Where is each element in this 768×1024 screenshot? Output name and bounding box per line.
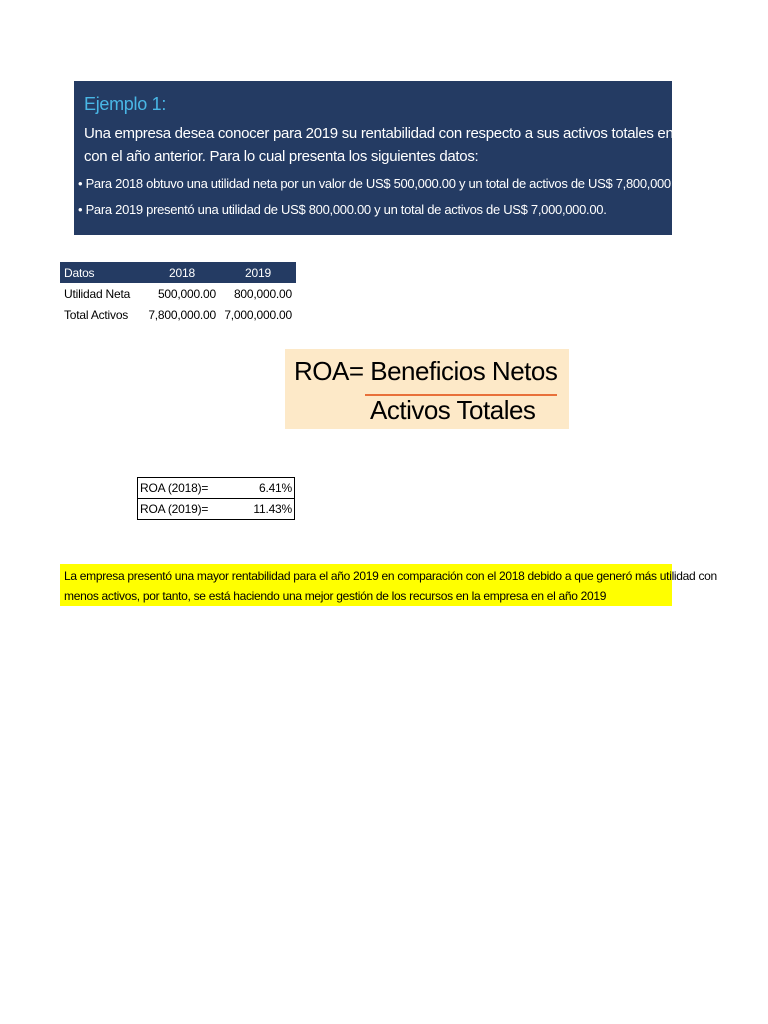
example-paragraph-line-1: Una empresa desea conocer para 2019 su rentabilidad con respecto a sus activos totales en comparación (84, 125, 760, 142)
row-label: Utilidad Neta (64, 286, 131, 301)
table-row (138, 478, 295, 499)
table-row (60, 304, 296, 325)
roa-2018-label: ROA (2018)= (138, 478, 225, 499)
cell-value: 500,000.00 (157, 286, 216, 301)
conclusion-line-2: menos activos, por tanto, se está haciendo una mejor gestión de los recursos en la empresa en el año 2019 (64, 589, 607, 603)
formula-numerator: ROA= Beneficios Netos (294, 356, 558, 386)
header-datos: Datos (60, 262, 144, 283)
roa-formula-box (285, 349, 569, 429)
cell-value: 7,800,000.00 (148, 307, 216, 322)
table-row (60, 283, 296, 304)
example-bullet-2018: • Para 2018 obtuvo una utilidad neta por un valor de US$ 500,000.00 y un total de activos de US$ 7,800,000.00. (78, 176, 692, 191)
example-banner (74, 81, 760, 235)
conclusion-highlight (60, 564, 717, 606)
example-paragraph-line-2: con el año anterior. Para lo cual presenta los siguientes datos: (84, 148, 479, 165)
data-table (60, 262, 296, 325)
roa-results-table (137, 477, 295, 520)
example-bullet-2019: • Para 2019 presentó una utilidad de US$ 800,000.00 y un total de activos de US$ 7,000,000.00. (78, 202, 607, 217)
roa-2018-value: 6.41% (224, 478, 295, 499)
cell-value: 800,000.00 (233, 286, 292, 301)
header-2019: 2019 (220, 262, 296, 283)
table-row (138, 499, 295, 520)
conclusion-line-1: La empresa presentó una mayor rentabilidad para el año 2019 en comparación con el 2018 debido a que generó más utilidad con (64, 569, 717, 583)
header-2018: 2018 (144, 262, 220, 283)
example-title: Ejemplo 1: (84, 94, 167, 114)
data-table-header (60, 262, 296, 283)
roa-2019-label: ROA (2019)= (138, 499, 225, 520)
cell-value: 7,000,000.00 (224, 307, 292, 322)
row-label: Total Activos (64, 307, 129, 322)
roa-2019-value: 11.43% (224, 499, 295, 520)
formula-denominator: Activos Totales (370, 395, 536, 425)
